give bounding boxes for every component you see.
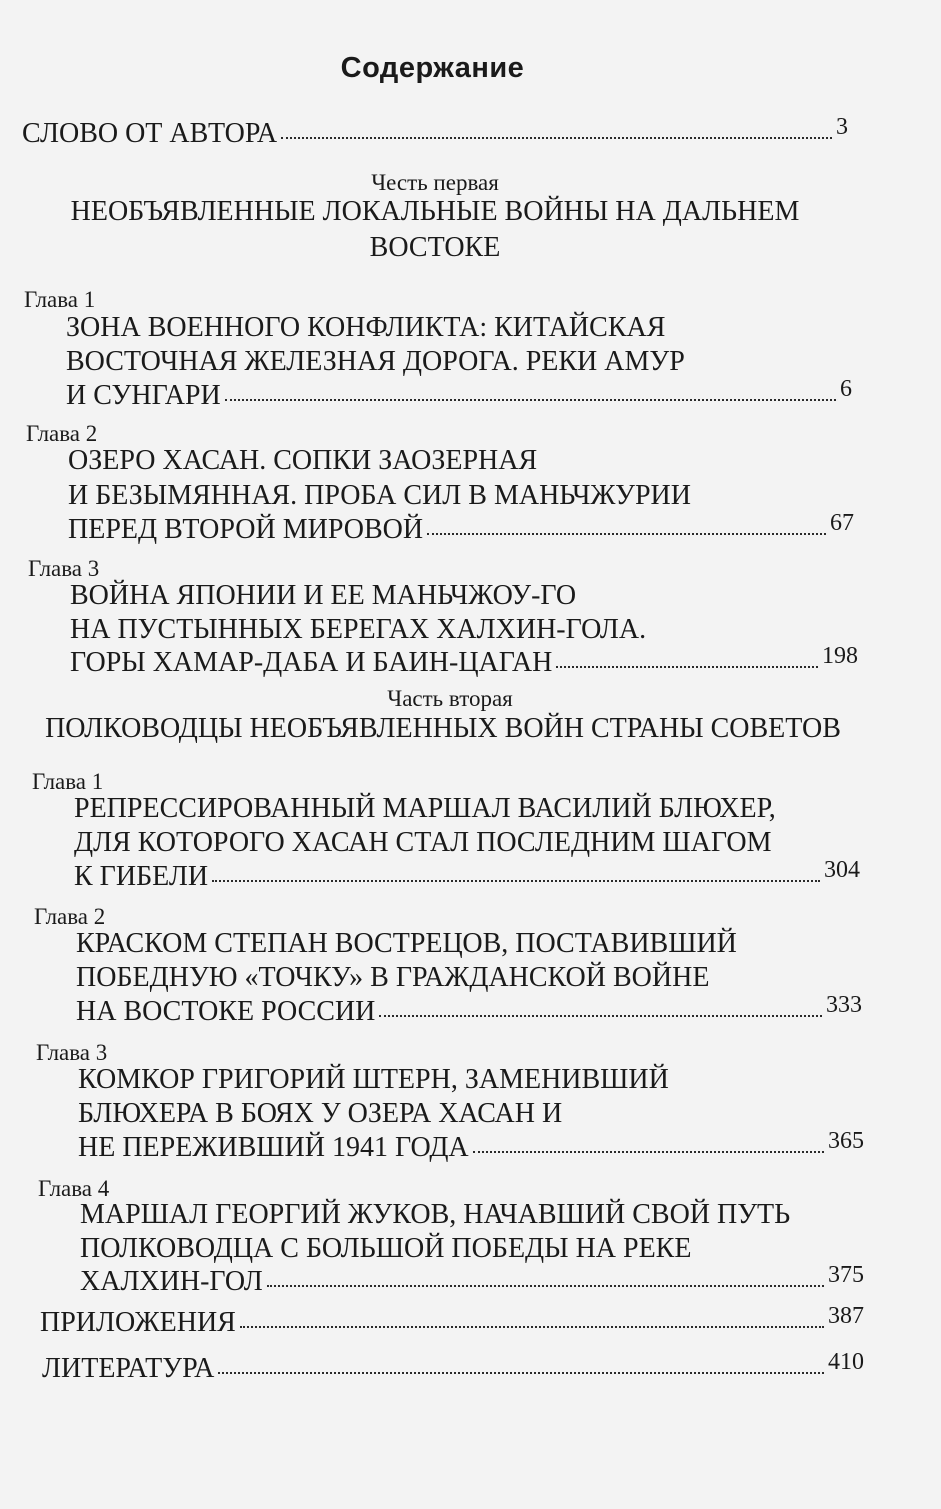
part2-chapter2-last-line: НА ВОСТОКЕ РОССИИ 333 — [76, 995, 862, 1030]
entry-text: ПРИЛОЖЕНИЯ — [40, 1307, 236, 1338]
part1-chapter3-line1: ВОЙНА ЯПОНИИ И ЕЕ МАНЬЧЖОУ-ГО — [70, 580, 577, 611]
part2-chapter1-line2: ДЛЯ КОТОРОГО ХАСАН СТАЛ ПОСЛЕДНИМ ШАГОМ — [74, 827, 772, 858]
part2-chapter3-last-line: НЕ ПЕРЕЖИВШИЙ 1941 ГОДА 365 — [78, 1131, 864, 1166]
page-title: Содержание — [340, 52, 525, 84]
entry-page-number: 6 — [840, 376, 852, 402]
leader-dots — [281, 137, 832, 139]
leader-dots — [379, 1015, 822, 1017]
toc-entry-literature — [42, 1349, 864, 1387]
part1-chapter1-line2: ВОСТОЧНАЯ ЖЕЛЕЗНАЯ ДОРОГА. РЕКИ АМУР — [66, 346, 685, 377]
part1-label: Честь первая — [371, 170, 499, 195]
toc-entry-appendix — [40, 1303, 864, 1341]
entry-text: ЛИТЕРАТУРА — [42, 1353, 215, 1384]
entry-page-number: 387 — [828, 1303, 864, 1329]
leader-dots — [556, 666, 818, 668]
entry-page-number: 304 — [824, 857, 860, 883]
part2-chapter4-line1: МАРШАЛ ГЕОРГИЙ ЖУКОВ, НАЧАВШИЙ СВОЙ ПУТЬ — [80, 1199, 791, 1230]
part1-chapter2-label: Глава 2 — [26, 421, 98, 446]
entry-text: СЛОВО ОТ АВТОРА — [22, 118, 278, 149]
part2-label: Часть вторая — [387, 686, 513, 711]
part1-chapter2-line1: ОЗЕРО ХАСАН. СОПКИ ЗАОЗЕРНАЯ — [68, 445, 538, 476]
leader-dots — [267, 1285, 824, 1287]
leader-dots — [240, 1326, 824, 1328]
part1-chapter1-line1: ЗОНА ВОЕННОГО КОНФЛИКТА: КИТАЙСКАЯ — [66, 312, 666, 343]
part2-chapter4-line2: ПОЛКОВОДЦА С БОЛЬШОЙ ПОБЕДЫ НА РЕКЕ — [80, 1233, 692, 1264]
part1-chapter2-line2: И БЕЗЫМЯННАЯ. ПРОБА СИЛ В МАНЬЧЖУРИИ — [68, 480, 691, 511]
part2-title-line1: ПОЛКОВОДЦЫ НЕОБЪЯВЛЕННЫХ ВОЙН СТРАНЫ СОВЕТОВ — [45, 713, 841, 744]
part2-chapter4-last-line: ХАЛХИН-ГОЛ 375 — [80, 1265, 864, 1300]
part2-chapter2-line1: КРАСКОМ СТЕПАН ВОСТРЕЦОВ, ПОСТАВИВШИЙ — [76, 928, 737, 959]
part1-chapter1-last-line: И СУНГАРИ 6 — [66, 379, 852, 414]
part1-chapter2-last-line: ПЕРЕД ВТОРОЙ МИРОВОЙ 67 — [68, 513, 854, 548]
part2-chapter1-line1: РЕПРЕССИРОВАННЫЙ МАРШАЛ ВАСИЛИЙ БЛЮХЕР, — [74, 793, 776, 824]
entry-page-number: 365 — [828, 1128, 864, 1154]
entry-page-number: 375 — [828, 1262, 864, 1288]
part1-title-line1: НЕОБЪЯВЛЕННЫЕ ЛОКАЛЬНЫЕ ВОЙНЫ НА ДАЛЬНЕМ — [70, 196, 800, 227]
entry-page-number: 410 — [828, 1349, 864, 1375]
leader-dots — [218, 1372, 824, 1374]
entry-page-number: 67 — [830, 510, 854, 536]
part1-chapter3-last-line: ГОРЫ ХАМАР-ДАБА И БАИН-ЦАГАН 198 — [70, 646, 858, 681]
part2-chapter2-label: Глава 2 — [34, 904, 106, 929]
part2-chapter4-label: Глава 4 — [38, 1176, 110, 1201]
leader-dots — [473, 1151, 824, 1153]
leader-dots — [427, 533, 826, 535]
toc-entry-author-word — [22, 114, 848, 152]
part1-chapter3-line2: НА ПУСТЫННЫХ БЕРЕГАХ ХАЛХИН-ГОЛА. — [70, 614, 647, 645]
part2-chapter1-last-line: К ГИБЕЛИ 304 — [74, 860, 860, 895]
part2-chapter2-line2: ПОБЕДНУЮ «ТОЧКУ» В ГРАЖДАНСКОЙ ВОЙНЕ — [76, 962, 710, 993]
part1-title-line2: ВОСТОКЕ — [369, 232, 501, 263]
entry-page-number: 333 — [826, 992, 862, 1018]
part2-chapter1-label: Глава 1 — [32, 769, 104, 794]
part1-chapter3-label: Глава 3 — [28, 556, 100, 581]
leader-dots — [212, 880, 820, 882]
entry-page-number: 198 — [822, 643, 858, 669]
entry-page-number: 3 — [836, 114, 848, 140]
part2-chapter3-line1: КОМКОР ГРИГОРИЙ ШТЕРН, ЗАМЕНИВШИЙ — [78, 1064, 669, 1095]
part1-chapter1-label: Глава 1 — [24, 287, 96, 312]
part2-chapter3-label: Глава 3 — [36, 1040, 108, 1065]
part2-chapter3-line2: БЛЮХЕРА В БОЯХ У ОЗЕРА ХАСАН И — [78, 1098, 563, 1129]
leader-dots — [225, 399, 836, 401]
